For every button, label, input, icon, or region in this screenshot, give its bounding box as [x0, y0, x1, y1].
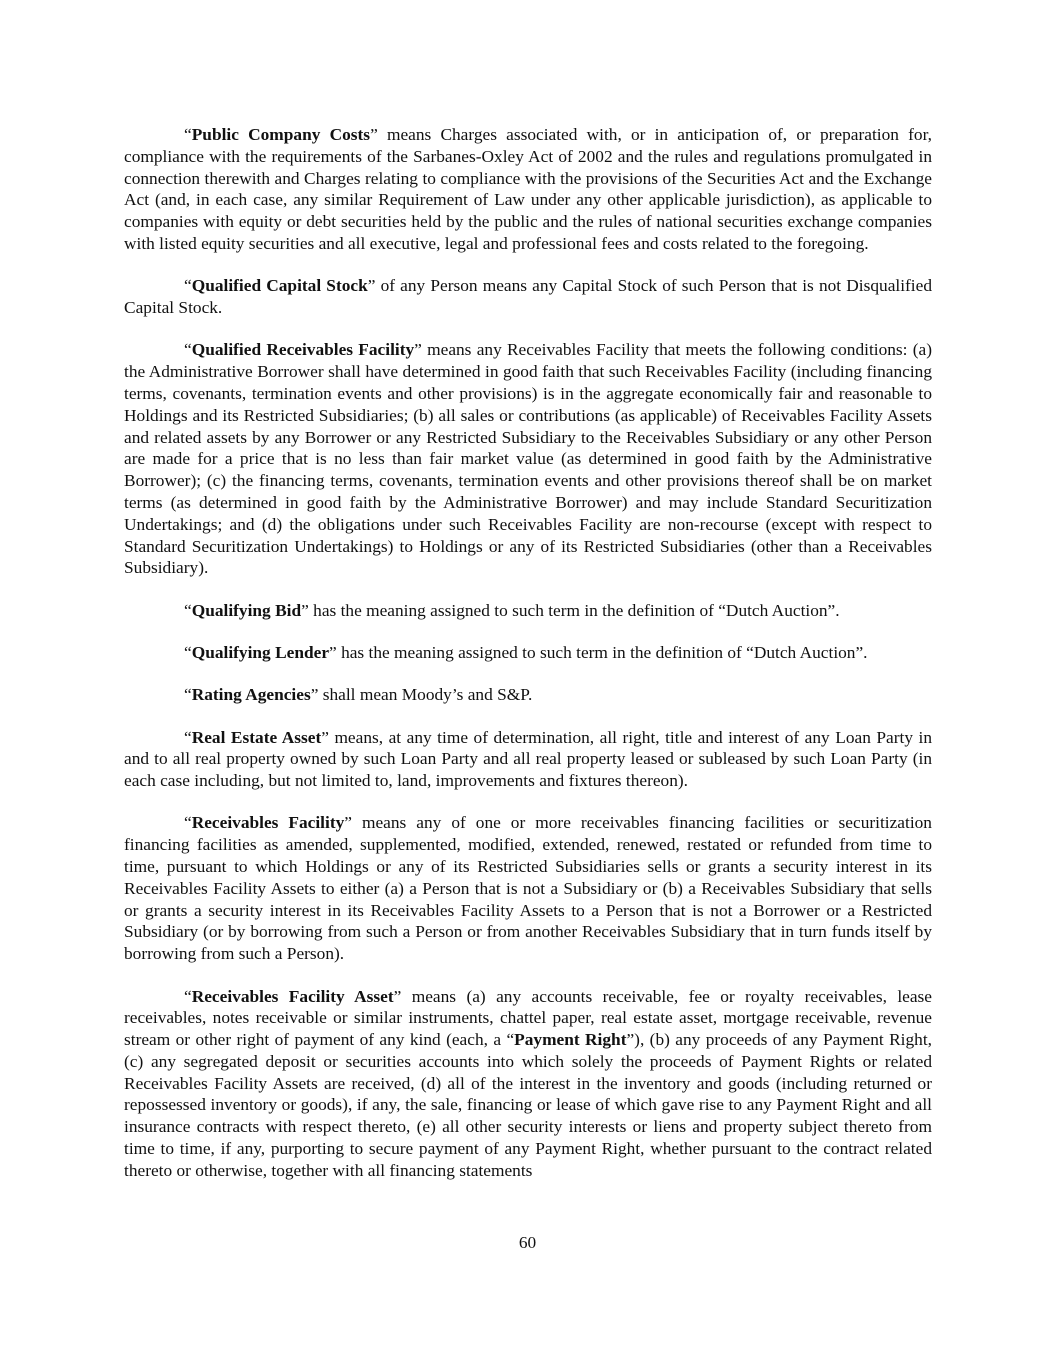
- defined-term: Receivables Facility: [191, 813, 345, 833]
- definition-text: ” means any Receivables Facility that meets the following conditions: (a) the Administrative Borrower shall have determined in good faith that such Receivables Facility (including financing terms, covenants, termination events and other provisions) is in the aggregate economically fair and reasonable to Holdings and its Restricted Subsidiaries; (b) all sales or contributions (as applicable) of Receivables Facility Assets and related assets by any Borrower or any Restricted Subsidiary to the Receivables Subsidiary or any other Person are made for a price that is no less than fair market value (as determined in good faith by the Administrative Borrower); (c) the financing terms, covenants, termination events and other provisions thereof shall be on market terms (as determined in good faith by the Administrative Borrower) and may include Standard Securitization Undertakings; and (d) the obligations under such Receivables Facility are non-recourse (except with respect to Standard Securitization Undertakings) to Holdings or any of its Restricted Subsidiaries (other than a Receivables Subsidiary).: [124, 340, 932, 578]
- definition-text: ” has the meaning assigned to such term in the definition of “Dutch Auction”.: [301, 600, 840, 620]
- definition-text: ” has the meaning assigned to such term in the definition of “Dutch Auction”.: [329, 642, 868, 662]
- defined-term: Qualifying Bid: [191, 600, 302, 620]
- definition-public-company-costs: [124, 124, 932, 255]
- definition-text: ” means Charges associated with, or in anticipation of, or preparation for, compliance with the requirements of the Sarbanes-Oxley Act of 2002 and the rules and regulations promulgated in connection therewith and Charges relating to compliance with the provisions of the Securities Act and the Exchange Act (and, in each case, any similar Requirement of Law under any other applicable jurisdiction), as applicable to companies with equity or debt securities held by the public and the rules of national securities exchange companies with listed equity securities and all executive, legal and professional fees and costs related to the foregoing.: [124, 125, 932, 253]
- open-quote: “: [184, 642, 192, 662]
- definition-qualifying-bid: [124, 600, 932, 622]
- open-quote: “: [184, 600, 192, 620]
- defined-term: Real Estate Asset: [191, 727, 322, 747]
- open-quote: “: [184, 340, 192, 360]
- definition-receivables-facility-asset: [124, 986, 932, 1182]
- defined-term: Qualified Receivables Facility: [191, 340, 415, 360]
- definition-text: ” means, at any time of determination, all right, title and interest of any Loan Party in and to all real property owned by such Loan Party and all real property leased or subleased by such Loan Party (in each case including, but not limited to, land, improvements and fixtures thereon).: [124, 727, 932, 791]
- defined-term: Public Company Costs: [191, 125, 371, 144]
- defined-term: Qualifying Lender: [191, 642, 330, 662]
- defined-term: Qualified Capital Stock: [191, 276, 368, 296]
- definition-qualified-capital-stock: [124, 275, 932, 319]
- definition-text: ” shall mean Moody’s and S&P.: [310, 685, 533, 705]
- definition-text: ” means any of one or more receivables financing facilities or securitization financing facilities as amended, supplemented, modified, extended, renewed, restated or refunded from time to time, pursuant to which Holdings or any of its Restricted Subsidiaries sells or grants a security interest in its Receivables Facility Assets to either (a) a Person that is not a Subsidiary or (b) a Receivables Subsidiary that sells or grants a security interest in its Receivables Facility Assets to a Person that is not a Borrower or a Restricted Subsidiary (or by borrowing from such a Person or from another Receivables Subsidiary that in turn funds itself by borrowing from such a Person).: [124, 813, 932, 964]
- open-quote: “: [184, 685, 192, 705]
- open-quote: “: [184, 727, 192, 747]
- open-quote: “: [184, 276, 192, 296]
- definition-real-estate-asset: [124, 727, 932, 792]
- open-quote: “: [184, 125, 192, 144]
- definition-qualifying-lender: [124, 642, 932, 664]
- open-quote: “: [184, 813, 192, 833]
- definition-text: ” means (a) any accounts receivable, fee or royalty receivables, lease receivables, notes receivable or similar instruments, chattel paper, real estate asset, mortgage receivable, revenue stream or other right of payment of any kind (each, a “: [124, 986, 932, 1050]
- definition-text-continued: ”), (b) any proceeds of any Payment Right, (c) any segregated deposit or securities accounts into which solely the proceeds of Payment Rights or related Receivables Facility Assets are received, (d) all of the interest in the inventory and goods (including returned or repossessed inventory or goods), if any, the sale, financing or lease of which gave rise to any Payment Right and all insurance contracts with respect thereto, (e) all other security interests or liens and property subject thereto from time to time, if any, purporting to secure payment of any Payment Right, whether pursuant to the contract related thereto or otherwise, together with all financing statements: [124, 1030, 932, 1180]
- document-page: [124, 124, 932, 1182]
- inner-defined-term: Payment Right: [514, 1030, 627, 1050]
- definition-rating-agencies: [124, 684, 932, 706]
- page-number: 60: [518, 1233, 537, 1252]
- defined-term: Receivables Facility Asset: [191, 986, 394, 1006]
- definition-receivables-facility: [124, 812, 932, 965]
- definition-qualified-receivables-facility: [124, 339, 932, 579]
- definition-text: ” of any Person means any Capital Stock of such Person that is not Disqualified Capital Stock.: [124, 276, 932, 318]
- open-quote: “: [184, 986, 192, 1006]
- defined-term: Rating Agencies: [191, 685, 311, 705]
